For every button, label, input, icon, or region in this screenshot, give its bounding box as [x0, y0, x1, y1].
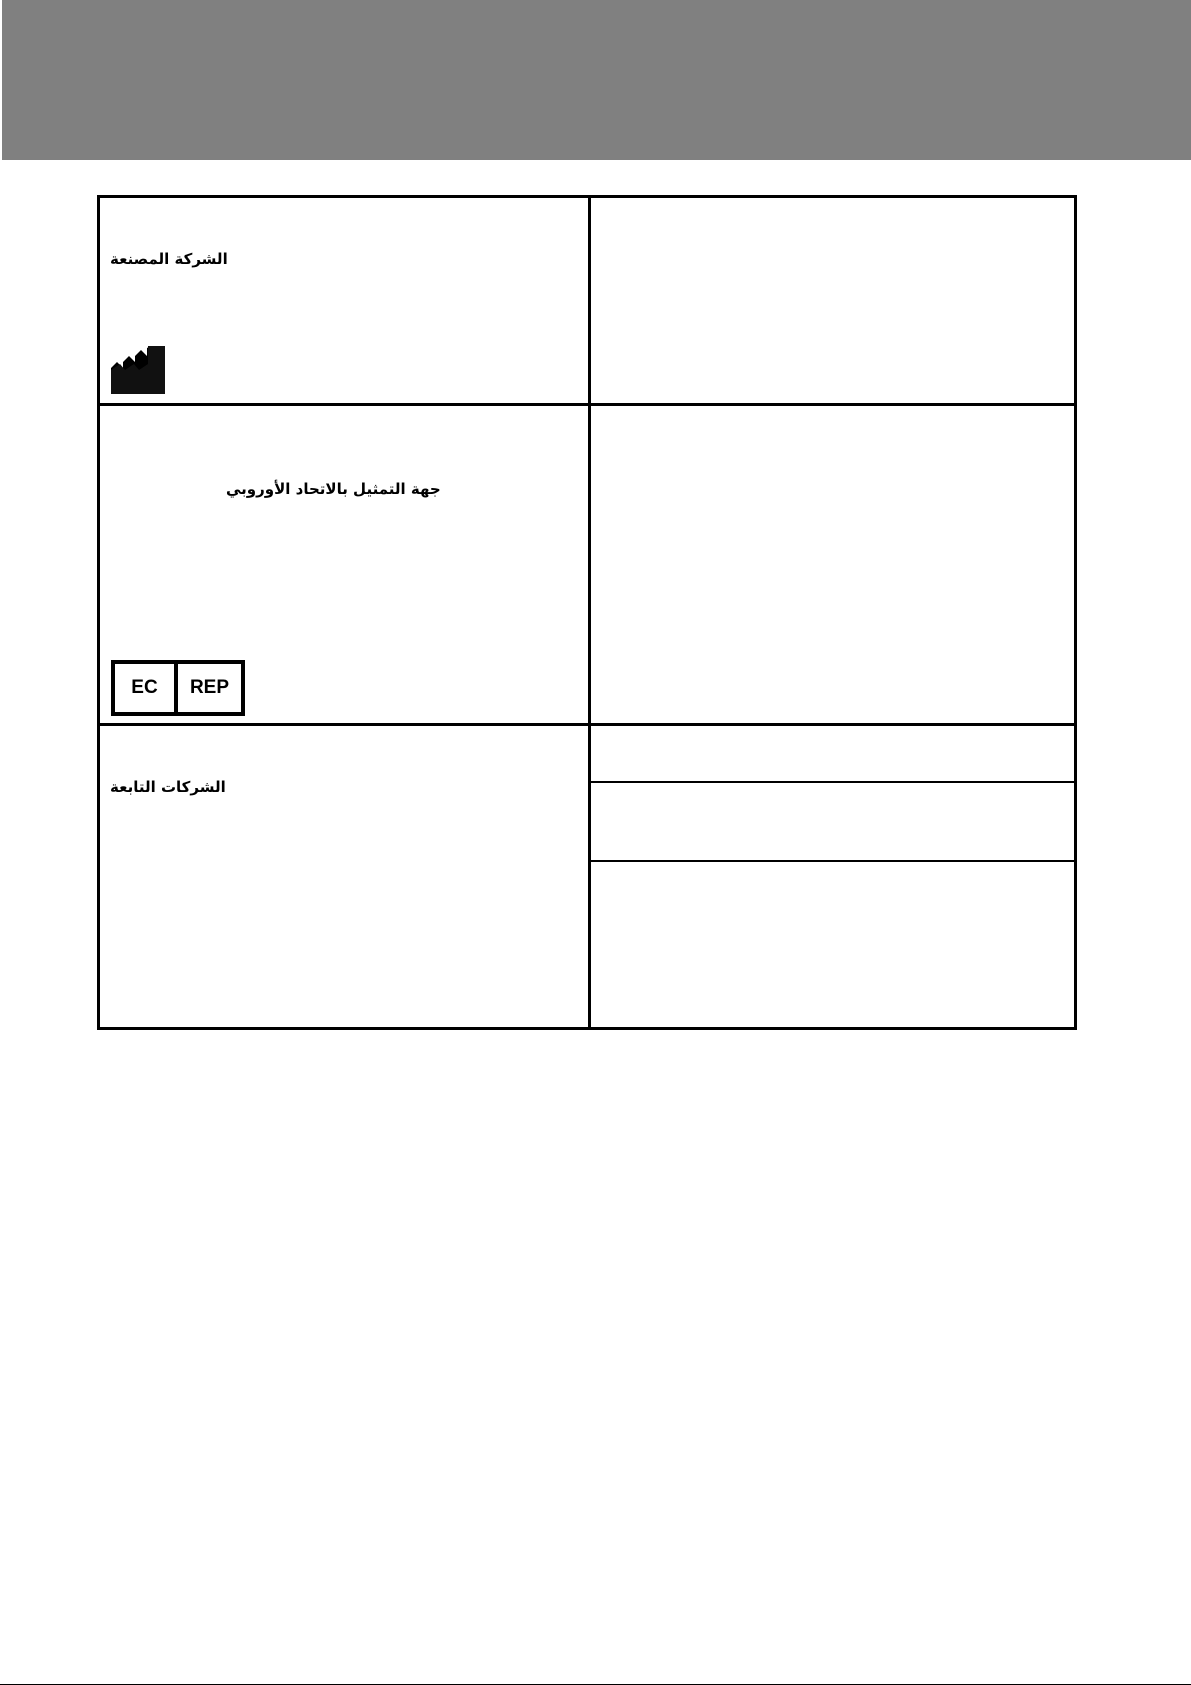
- info-table: [97, 195, 1077, 1030]
- subrow-divider: [591, 781, 1074, 783]
- row-divider: [100, 403, 1074, 406]
- manufacturer-label: الشركة المصنعة: [110, 250, 228, 268]
- ec-rep-symbol-rep: REP: [189, 677, 230, 698]
- eu-representative-label: جهة التمثيل بالاتحاد الأوروبي: [226, 480, 441, 498]
- subrow-divider: [591, 860, 1074, 862]
- ec-rep-symbol: [111, 660, 245, 716]
- subsidiaries-label: الشركات التابعة: [110, 778, 226, 796]
- row-divider: [100, 723, 1074, 726]
- factory-icon: [111, 346, 165, 394]
- column-divider: [588, 198, 591, 1027]
- header-band: [2, 0, 1191, 160]
- ec-rep-symbol-ec: EC: [115, 664, 178, 712]
